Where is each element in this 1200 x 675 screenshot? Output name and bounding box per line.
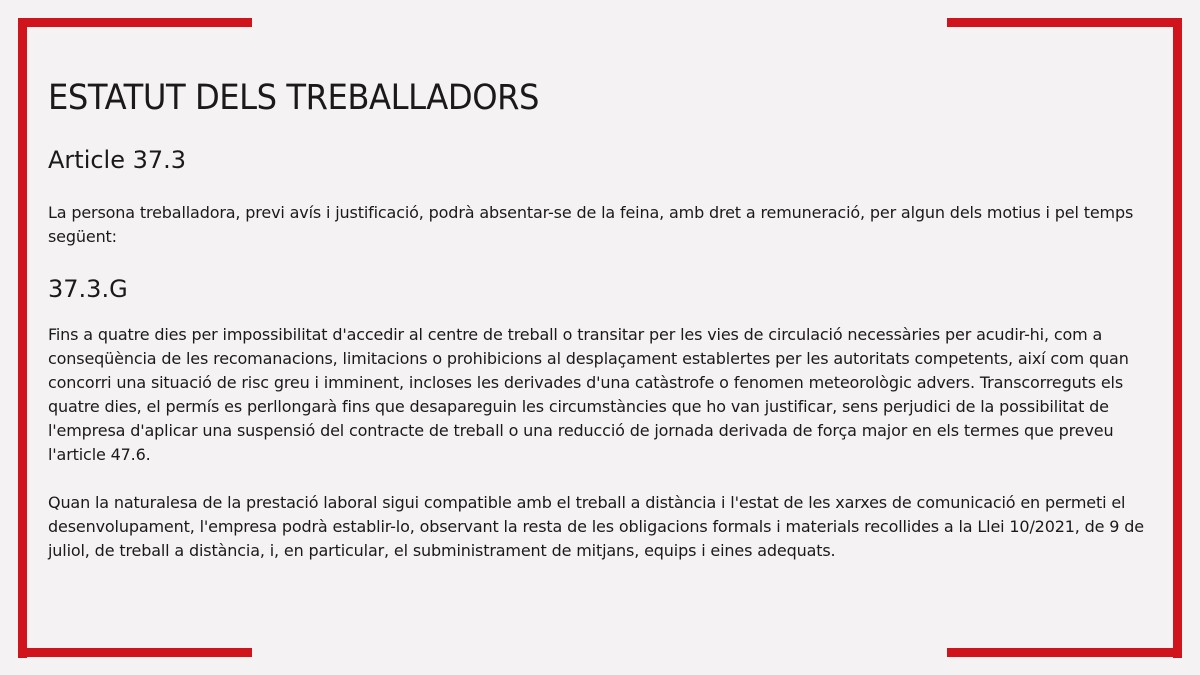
body-paragraph-2: Quan la naturalesa de la prestació laboral sigui compatible amb el treball a distància i l'estat de les xarxes de comunicació en permeti el desenvolupament, l'empresa podrà establir-lo, observant la resta de les obligacions formals i materials recollides a la Llei 10/2021, de 9 de juliol, de treball a distància, i, en particular, el subministrament de mitjans, equips i eines adequats. xyxy=(48,493,1144,560)
frame-top-left-horizontal xyxy=(18,18,252,27)
frame-left-vertical xyxy=(18,18,27,658)
article-subtitle: Article 37.3 xyxy=(48,146,187,174)
frame-top-right-horizontal xyxy=(947,18,1182,27)
slide-title: ESTATUT DELS TREBALLADORS xyxy=(48,78,539,118)
intro-paragraph: La persona treballadora, previ avís i justificació, podrà absentar-se de la feina, amb dret a remuneració, per algun dels motius i pel temps següent: xyxy=(48,203,1134,246)
frame-bottom-right-horizontal xyxy=(947,648,1182,657)
frame-bottom-left-horizontal xyxy=(18,648,252,657)
section-title: 37.3.G xyxy=(48,275,128,303)
frame-right-vertical xyxy=(1173,18,1182,658)
body-paragraph-1: Fins a quatre dies per impossibilitat d'accedir al centre de treball o transitar per les vies de circulació necessàries per acudir-hi, com a conseqüència de les recomanacions, limitacions o prohibicions al desplaçament establertes per les autoritats competents, així com quan concorri una situació de risc greu i imminent, incloses les derivades d'una catàstrofe o fenomen meteorològic advers. Transcorreguts els quatre dies, el permís es perllongarà fins que desapareguin les circumstàncies que ho van justificar, sens perjudici de la possibilitat de l'empresa d'aplicar una suspensió del contracte de treball o una reducció de jornada derivada de força major en els termes que preveu l'article 47.6. xyxy=(48,325,1129,464)
